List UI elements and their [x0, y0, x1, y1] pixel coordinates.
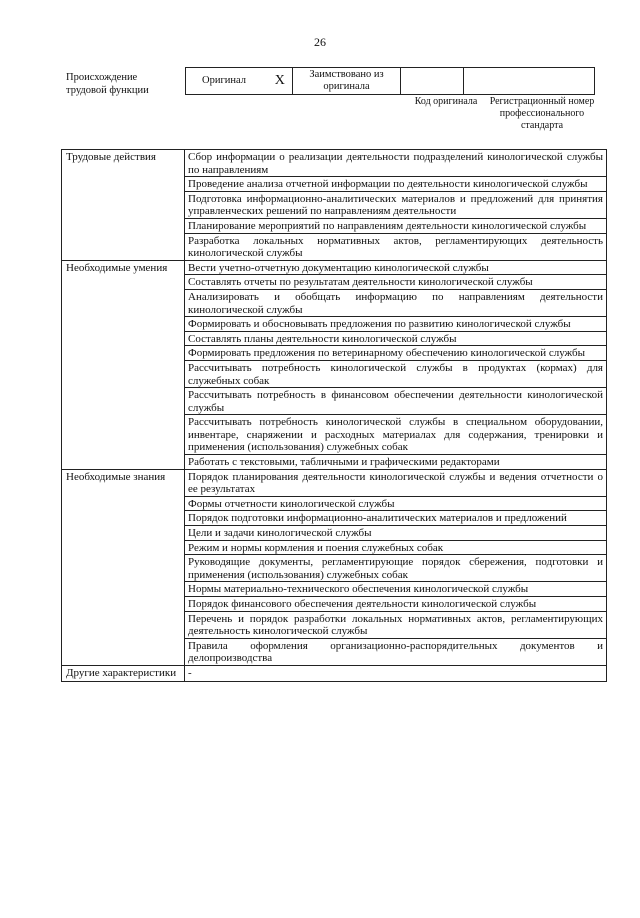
- section-item: Работать с текстовыми, табличными и графическими редакторами: [185, 455, 607, 470]
- section-item: Анализировать и обобщать информацию по направлениям деятельности кинологической службы: [185, 289, 607, 316]
- section-item: Формировать и обосновывать предложения по развитию кинологической службы: [185, 317, 607, 332]
- page-number: 26: [314, 35, 326, 49]
- section-title: Необходимые знания: [62, 469, 185, 665]
- code-label: Код оригинала: [414, 96, 478, 107]
- reg-number-label: Регистрационный номер профессионального стандарта: [489, 96, 595, 131]
- section-title: Трудовые действия: [62, 150, 185, 261]
- borrowed-cell: Заимствовано из оригинала: [293, 68, 401, 95]
- original-cell: Оригинал: [186, 68, 268, 95]
- table-row: [62, 260, 607, 275]
- section-item: Проведение анализа отчетной информации по деятельности кинологической службы: [185, 177, 607, 192]
- section-item: Правила оформления организационно-распорядительных документов и делопроизводства: [185, 638, 607, 665]
- section-item: -: [185, 665, 607, 681]
- section-item: Порядок подготовки информационно-аналитических материалов и предложений: [185, 511, 607, 526]
- section-item: Рассчитывать потребность кинологической службы в специальном оборудовании, инвентаре, снаряжении и расходных материалах для содержания, тренировки и применения (использования) служебных собак: [185, 415, 607, 455]
- section-item: Нормы материально-технического обеспечения кинологической службы: [185, 582, 607, 597]
- origin-label: Происхождение трудовой функции: [66, 72, 149, 96]
- section-item: Порядок финансового обеспечения деятельности кинологической службы: [185, 597, 607, 612]
- section-item: Рассчитывать потребность в финансовом обеспечении деятельности кинологической службы: [185, 388, 607, 415]
- labor-function-table: [61, 149, 607, 682]
- section-item: Подготовка информационно-аналитических материалов и предложений для принятия управленческих решений по направлениям деятельности: [185, 191, 607, 218]
- section-item: Формы отчетности кинологической службы: [185, 496, 607, 511]
- code-cell: [401, 68, 464, 95]
- section-item: Режим и нормы кормления и поения служебных собак: [185, 540, 607, 555]
- section-item: Перечень и порядок разработки локальных нормативных актов, регламентирующих деятельность кинологической службы: [185, 611, 607, 638]
- section-item: Планирование мероприятий по направлениям деятельности кинологической службы: [185, 218, 607, 233]
- section-item: Разработка локальных нормативных актов, регламентирующих деятельность кинологической службы: [185, 233, 607, 260]
- origin-table: [185, 67, 595, 95]
- section-item: Сбор информации о реализации деятельности подразделений кинологической службы по направлениям: [185, 150, 607, 177]
- section-item: Руководящие документы, регламентирующие порядок сбережения, подготовки и применения (использования) служебных собак: [185, 555, 607, 582]
- original-mark: X: [268, 68, 293, 95]
- section-item: Порядок планирования деятельности кинологической службы и ведения отчетности о ее результатах: [185, 469, 607, 496]
- section-item: Составлять отчеты по результатам деятельности кинологической службы: [185, 275, 607, 290]
- section-item: Рассчитывать потребность кинологической службы в продуктах (кормах) для служебных собак: [185, 360, 607, 387]
- table-row: [62, 469, 607, 496]
- section-title: Необходимые умения: [62, 260, 185, 469]
- reg-number-cell: [464, 68, 595, 95]
- section-title: Другие характеристики: [62, 665, 185, 681]
- section-item: Составлять планы деятельности кинологической службы: [185, 331, 607, 346]
- table-row: [62, 150, 607, 177]
- section-item: Вести учетно-отчетную документацию кинологической службы: [185, 260, 607, 275]
- table-row: [62, 665, 607, 681]
- section-item: Формировать предложения по ветеринарному обеспечению кинологической службы: [185, 346, 607, 361]
- section-item: Цели и задачи кинологической службы: [185, 526, 607, 541]
